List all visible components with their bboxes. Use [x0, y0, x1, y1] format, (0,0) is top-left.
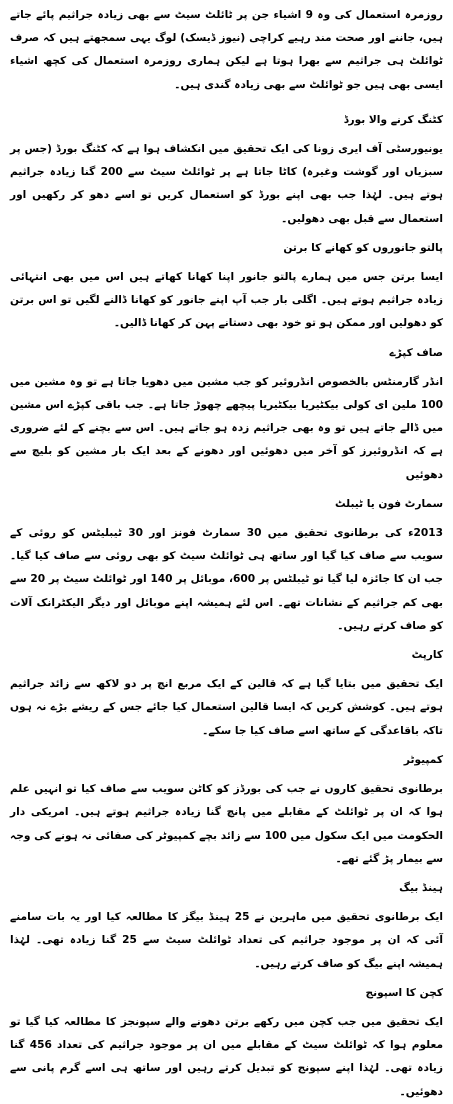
- section-heading-carpet: کارپٹ: [411, 649, 443, 662]
- section-body-pet-bowl: ایسا برتن جس میں ہمارے پالتو جانور اپنا کھانا کھاتے ہیں اس میں بھی انتہائی زیادہ جراثیم ہوتے ہیں۔ اگلی بار جب آپ اپنے جانور کو کھانا ڈالنے لگیں تو اس برتن کو دھولیں اور ممکن ہو تو خود بھی دستانے پہن کر کھانا ڈالیں۔: [10, 271, 443, 330]
- section-heading-smartphone: سمارٹ فون یا ٹیبلٹ: [334, 497, 443, 510]
- section-body-carpet: ایک تحقیق میں بتایا گیا ہے کہ قالین کے ایک مربع انچ پر دو لاکھ سے زائد جراثیم ہوتے ہیں۔ کوشش کریں کہ ایسا قالین استعمال کیا جائے جس کے ریشے بڑے نہ ہوں تاکہ باقاعدگی کے ساتھ اسے صاف کیا جا سکے۔: [10, 678, 443, 737]
- section-heading-clean-clothes: صاف کپڑے: [389, 346, 443, 359]
- intro-paragraph: روزمرہ استعمال کی وہ 9 اشیاء جن پر ٹائلٹ سیٹ سے بھی زیادہ جراثیم پائے جاتے ہیں، جاننے اور صحت مند رہیے کراچی (نیوز ڈیسک) لوگ یہی سمجھتے ہیں کہ صرف ٹوائلٹ ہی جراثیم سے بھرا ہوتا ہے لیکن ہماری روزمرہ استعمال کی کچھ اشیاء ایسی بھی ہیں جو ٹوائلٹ سے بھی زیادہ گندی ہیں۔: [10, 9, 444, 91]
- section-heading-kitchen-sponge: کچن کا اسپونج: [365, 986, 443, 999]
- section-body-kitchen-sponge: ایک تحقیق میں جب کچن میں رکھے برتن دھونے والے سپونجز کا مطالعہ کیا گیا تو معلوم ہوا کہ ٹوائلٹ سیٹ کے مقابلے میں ان پر موجود جراثیم کی تعداد 456 گنا زیادہ تھی۔ لہٰذا اپنے سپونج کو تبدیل کرتے رہیں اور ساتھ ہی اسے گرم پانی سے دھوئیں۔: [10, 1015, 444, 1098]
- section-body-handbag: ایک برطانوی تحقیق میں ماہرین نے 25 ہینڈ بیگز کا مطالعہ کیا اور یہ بات سامنے آئی کہ ان پر موجود جراثیم کی تعداد ٹوائلٹ سیٹ سے 25 گنا زیادہ تھی۔ لہٰذا ہمیشہ اپنے بیگ کو صاف کرتے رہیں۔: [10, 911, 444, 970]
- section-heading-handbag: ہینڈ بیگ: [399, 881, 443, 894]
- section-heading-computer: کمپیوٹر: [403, 753, 443, 766]
- section-body-smartphone: 2013ء کی برطانوی تحقیق میں 30 سمارٹ فونز اور 30 ٹیبلیٹس کو روئی کے سویب سے صاف کیا گیا اور ساتھ ہی ٹوائلٹ سیٹ کو بھی روئی سے صاف کیا گیا۔ جب ان کا جائزہ لیا گیا تو ٹیبلٹس پر 600، موبائل پر 140 اور ٹوائلٹ سیٹ پر 20 سے بھی کم جراثیم کے نشانات تھے۔ اس لئے ہمیشہ اپنے موبائل اور دیگر الیکٹرانک آلات کو صاف کرتے رہیں۔: [10, 527, 443, 632]
- section-heading-cutting-board: کٹنگ کرنے والا بورڈ: [343, 113, 443, 126]
- section-body-clean-clothes: انڈر گارمنٹس بالخصوص انڈروئیر کو جب مشین میں دھویا جاتا ہے تو وہ مشین میں 100 ملین ای کولی بیکٹیریا بیکٹیریا پیچھے چھوڑ جاتا ہے۔ جب باقی کپڑے اس مشین میں ڈالے جاتے ہیں تو وہ بھی جراثیم زدہ ہو جاتے ہیں۔ اس سے بچنے کے لئے ضروری ہے کہ انڈروئیرز کو آخر میں دھوئیں اور دھونے کے بعد ایک بار مشین کو بلیچ سے دھوئیں: [10, 375, 443, 481]
- section-body-cutting-board: یونیورسٹی آف ایری زونا کی ایک تحقیق میں انکشاف ہوا ہے کہ کٹنگ بورڈ (جس پر سبزیاں اور گوشت وغیرہ) کاٹا جاتا ہے پر ٹوائلٹ سیٹ سے 200 گنا زیادہ جراثیم ہوتے ہیں۔ لہٰذا جب بھی اپنے بورڈ کو استعمال کریں تو اسے دھو کر رکھیں اور استعمال سے قبل بھی دھولیں۔: [10, 143, 443, 225]
- section-body-computer: برطانوی تحقیق کاروں نے جب کی بورڈز کو کاٹن سویب سے صاف کیا تو انہیں علم ہوا کہ ان پر ٹوائلٹ کے مقابلے میں پانچ گنا زیادہ جراثیم ہوتے ہیں۔ امریکی دار الحکومت میں ایک سکول میں 100 سے زائد بچے کمپیوٹر کی صفائی نہ ہونے کی وجہ سے بیمار پڑ گئے تھے۔: [10, 783, 444, 865]
- section-heading-pet-bowl: پالتو جانوروں کو کھانے کا برتن: [283, 241, 443, 254]
